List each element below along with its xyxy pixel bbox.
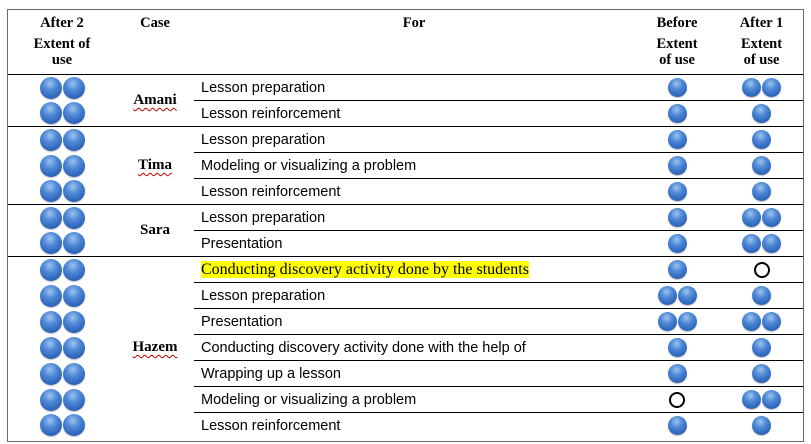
for-text: Presentation — [201, 235, 283, 252]
blue-sphere-icon — [63, 155, 85, 177]
after2-cell — [8, 153, 116, 179]
extent-indicator — [752, 416, 771, 435]
after1-cell — [720, 361, 803, 387]
table-body — [8, 75, 803, 439]
extent-indicator — [668, 338, 687, 357]
subheader-after2 — [8, 36, 116, 75]
for-text: Lesson reinforcement — [201, 183, 341, 200]
blue-sphere-icon — [63, 102, 85, 124]
empty-circle-icon — [669, 392, 685, 408]
extent-indicator — [752, 364, 771, 383]
for-text: Lesson preparation — [201, 131, 326, 148]
usage-table — [8, 10, 803, 438]
case-name: Tima — [138, 157, 172, 173]
header-after2: After 2 — [40, 15, 84, 31]
extent-indicator — [752, 182, 771, 201]
extent-indicator — [40, 311, 85, 333]
blue-sphere-icon — [40, 311, 62, 333]
for-text: Lesson reinforcement — [201, 105, 341, 122]
after1-cell — [720, 179, 803, 205]
before-cell — [634, 205, 720, 231]
blue-sphere-icon — [63, 389, 85, 411]
extent-indicator — [668, 260, 687, 279]
extent-indicator — [668, 182, 687, 201]
extent-indicator — [40, 102, 85, 124]
blue-sphere-icon — [742, 312, 761, 331]
for-cell — [194, 283, 634, 309]
blue-sphere-icon — [40, 180, 62, 202]
after2-cell — [8, 179, 116, 205]
extent-indicator — [752, 104, 771, 123]
blue-sphere-icon — [678, 312, 697, 331]
subheader-before — [634, 36, 720, 75]
blue-sphere-icon — [762, 208, 781, 227]
after2-cell — [8, 361, 116, 387]
header-before: Before — [656, 15, 698, 31]
after2-cell — [8, 75, 116, 101]
for-text-highlighted: Conducting discovery activity done by the students — [201, 260, 529, 278]
blue-sphere-icon — [752, 182, 771, 201]
after1-cell — [720, 205, 803, 231]
blue-sphere-icon — [668, 338, 687, 357]
extent-indicator — [668, 156, 687, 175]
usage-table-frame — [7, 9, 804, 442]
extent-indicator — [40, 207, 85, 229]
for-cell — [194, 309, 634, 335]
case-cell-tima — [116, 127, 194, 205]
extent-indicator — [752, 338, 771, 357]
blue-sphere-icon — [63, 363, 85, 385]
extent-indicator — [40, 77, 85, 99]
extent-indicator — [742, 390, 781, 409]
blue-sphere-icon — [678, 286, 697, 305]
blue-sphere-icon — [752, 130, 771, 149]
subheader-after2-line1: Extent of — [33, 36, 91, 52]
blue-sphere-icon — [742, 78, 761, 97]
before-cell — [634, 231, 720, 257]
extent-indicator — [658, 286, 697, 305]
blue-sphere-icon — [668, 364, 687, 383]
after2-cell — [8, 413, 116, 439]
after1-cell — [720, 101, 803, 127]
table-row — [8, 257, 803, 283]
blue-sphere-icon — [742, 234, 761, 253]
header-after1: After 1 — [739, 15, 784, 31]
before-cell — [634, 387, 720, 413]
for-text: Lesson preparation — [201, 287, 326, 304]
subheader-after1-line1: Extent — [740, 36, 783, 52]
case-name: Sara — [140, 222, 170, 238]
after1-cell — [720, 153, 803, 179]
blue-sphere-icon — [668, 130, 687, 149]
subheader-case — [116, 36, 194, 75]
for-text: Presentation — [201, 313, 283, 330]
blue-sphere-icon — [742, 390, 761, 409]
extent-indicator — [40, 414, 85, 436]
extent-indicator — [40, 285, 85, 307]
blue-sphere-icon — [63, 259, 85, 281]
blue-sphere-icon — [40, 363, 62, 385]
after1-cell — [720, 387, 803, 413]
extent-indicator — [752, 130, 771, 149]
after2-cell — [8, 127, 116, 153]
blue-sphere-icon — [658, 286, 677, 305]
blue-sphere-icon — [668, 104, 687, 123]
extent-indicator — [742, 234, 781, 253]
blue-sphere-icon — [752, 156, 771, 175]
header-row — [8, 10, 803, 36]
after1-cell — [720, 257, 803, 283]
blue-sphere-icon — [40, 207, 62, 229]
after1-cell — [720, 413, 803, 439]
blue-sphere-icon — [742, 208, 761, 227]
before-cell — [634, 257, 720, 283]
for-cell — [194, 413, 634, 439]
after2-cell — [8, 387, 116, 413]
blue-sphere-icon — [668, 260, 687, 279]
case-cell-amani — [116, 75, 194, 127]
blue-sphere-icon — [40, 77, 62, 99]
blue-sphere-icon — [40, 232, 62, 254]
after1-cell — [720, 335, 803, 361]
extent-indicator — [40, 129, 85, 151]
blue-sphere-icon — [762, 78, 781, 97]
empty-circle-icon — [754, 262, 770, 278]
extent-indicator — [40, 259, 85, 281]
blue-sphere-icon — [63, 232, 85, 254]
before-cell — [634, 309, 720, 335]
table-row — [8, 75, 803, 101]
subheader-before-line1: Extent — [656, 36, 698, 52]
for-cell — [194, 361, 634, 387]
after2-cell — [8, 335, 116, 361]
extent-indicator — [752, 286, 771, 305]
for-cell — [194, 257, 634, 283]
extent-indicator — [742, 78, 781, 97]
blue-sphere-icon — [752, 286, 771, 305]
for-text: Conducting discovery activity done with the help of — [201, 339, 526, 356]
before-cell — [634, 179, 720, 205]
after2-cell — [8, 205, 116, 231]
for-cell — [194, 101, 634, 127]
blue-sphere-icon — [658, 312, 677, 331]
blue-sphere-icon — [40, 155, 62, 177]
after1-cell — [720, 75, 803, 101]
after2-cell — [8, 231, 116, 257]
table-row — [8, 127, 803, 153]
extent-indicator — [668, 78, 687, 97]
for-cell — [194, 387, 634, 413]
extent-indicator — [40, 232, 85, 254]
blue-sphere-icon — [40, 414, 62, 436]
for-cell — [194, 153, 634, 179]
case-cell-sara — [116, 205, 194, 257]
blue-sphere-icon — [752, 338, 771, 357]
header-for: For — [402, 15, 426, 31]
blue-sphere-icon — [63, 180, 85, 202]
blue-sphere-icon — [40, 129, 62, 151]
extent-indicator — [752, 156, 771, 175]
blue-sphere-icon — [668, 182, 687, 201]
header-case: Case — [140, 15, 170, 31]
case-cell-hazem — [116, 257, 194, 439]
subheader-after2-line2: use — [51, 52, 73, 68]
blue-sphere-icon — [63, 129, 85, 151]
blue-sphere-icon — [63, 414, 85, 436]
for-cell — [194, 205, 634, 231]
blue-sphere-icon — [668, 234, 687, 253]
blue-sphere-icon — [63, 77, 85, 99]
after2-cell — [8, 101, 116, 127]
extent-indicator — [40, 363, 85, 385]
after1-cell — [720, 231, 803, 257]
blue-sphere-icon — [63, 285, 85, 307]
after1-cell — [720, 283, 803, 309]
blue-sphere-icon — [40, 259, 62, 281]
blue-sphere-icon — [63, 311, 85, 333]
blue-sphere-icon — [752, 104, 771, 123]
extent-indicator — [668, 208, 687, 227]
subheader-after1 — [720, 36, 803, 75]
after2-cell — [8, 283, 116, 309]
blue-sphere-icon — [752, 364, 771, 383]
blue-sphere-icon — [40, 102, 62, 124]
extent-indicator — [668, 104, 687, 123]
blue-sphere-icon — [762, 234, 781, 253]
extent-indicator — [742, 312, 781, 331]
after1-cell — [720, 127, 803, 153]
blue-sphere-icon — [40, 285, 62, 307]
extent-indicator — [668, 234, 687, 253]
blue-sphere-icon — [668, 208, 687, 227]
extent-indicator — [668, 130, 687, 149]
extent-indicator — [40, 337, 85, 359]
for-text: Lesson preparation — [201, 79, 326, 96]
for-cell — [194, 75, 634, 101]
blue-sphere-icon — [40, 337, 62, 359]
blue-sphere-icon — [63, 207, 85, 229]
after2-cell — [8, 257, 116, 283]
before-cell — [634, 335, 720, 361]
after1-cell — [720, 309, 803, 335]
before-cell — [634, 361, 720, 387]
before-cell — [634, 153, 720, 179]
before-cell — [634, 283, 720, 309]
before-cell — [634, 101, 720, 127]
for-text: Wrapping up a lesson — [201, 365, 341, 382]
blue-sphere-icon — [40, 389, 62, 411]
before-cell — [634, 413, 720, 439]
for-text: Lesson reinforcement — [201, 417, 341, 434]
blue-sphere-icon — [63, 337, 85, 359]
for-text: Modeling or visualizing a problem — [201, 391, 417, 408]
extent-indicator — [742, 208, 781, 227]
before-cell — [634, 75, 720, 101]
for-text: Lesson preparation — [201, 209, 326, 226]
extent-indicator — [668, 416, 687, 435]
before-cell — [634, 127, 720, 153]
subheader-for — [194, 36, 634, 75]
case-name: Amani — [133, 92, 177, 108]
for-text: Modeling or visualizing a problem — [201, 157, 417, 174]
extent-indicator — [40, 389, 85, 411]
for-cell — [194, 127, 634, 153]
case-name: Hazem — [132, 339, 178, 355]
blue-sphere-icon — [668, 156, 687, 175]
blue-sphere-icon — [752, 416, 771, 435]
extent-indicator — [40, 180, 85, 202]
blue-sphere-icon — [668, 416, 687, 435]
after2-cell — [8, 309, 116, 335]
extent-indicator — [668, 364, 687, 383]
extent-indicator — [658, 312, 697, 331]
subheader-row — [8, 36, 803, 75]
blue-sphere-icon — [668, 78, 687, 97]
blue-sphere-icon — [762, 312, 781, 331]
subheader-after1-line2: of use — [743, 52, 780, 68]
for-cell — [194, 179, 634, 205]
for-cell — [194, 335, 634, 361]
blue-sphere-icon — [762, 390, 781, 409]
for-cell — [194, 231, 634, 257]
extent-indicator — [40, 155, 85, 177]
table-row — [8, 205, 803, 231]
subheader-before-line2: of use — [659, 52, 695, 68]
